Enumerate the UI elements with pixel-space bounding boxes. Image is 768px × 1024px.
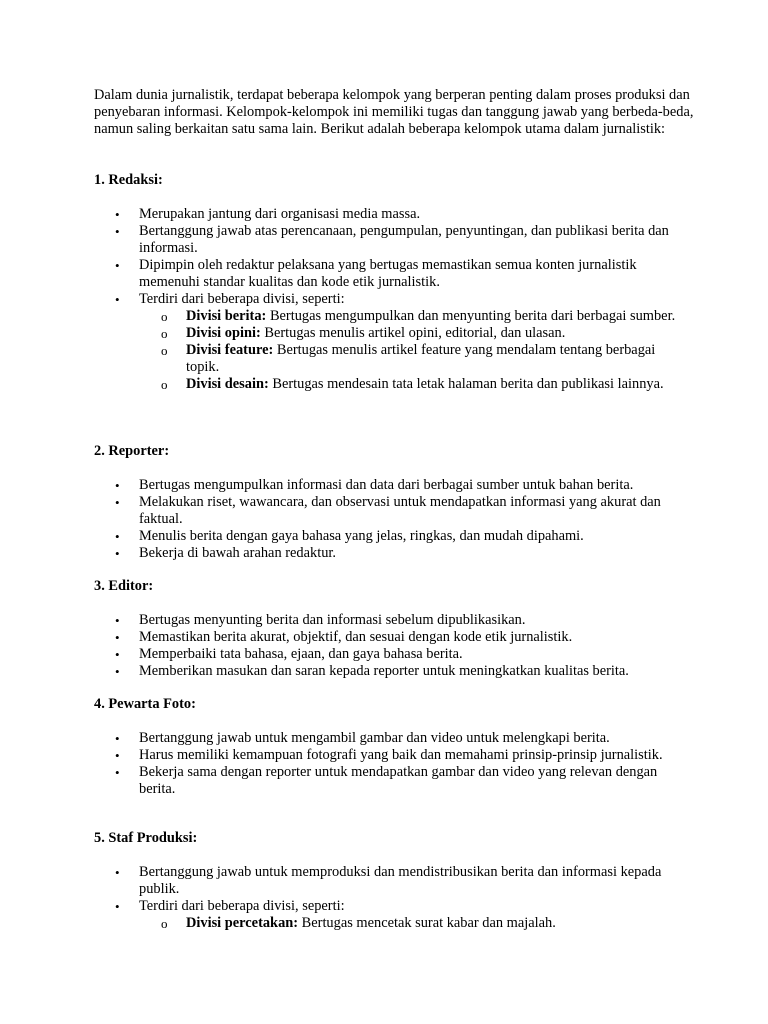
section-heading-editor: 3. Editor: — [94, 578, 154, 594]
list-item: • Bertanggung jawab untuk memproduksi dan mendistribusikan berita dan informasi kepada publik. — [139, 864, 679, 898]
redaksi-list — [139, 206, 679, 393]
list-item: • Bekerja sama dengan reporter untuk mendapatkan gambar dan video yang relevan dengan berita. — [139, 764, 669, 798]
list-item: • Dipimpin oleh redaktur pelaksana yang bertugas memastikan semua konten jurnalistik memenuhi standar kualitas dan kode etik jurnalistik. — [139, 257, 679, 291]
sub-list-item — [186, 376, 679, 393]
list-item: • Bertugas mengumpulkan informasi dan data dari berbagai sumber untuk bahan berita. — [139, 477, 699, 494]
reporter-list — [139, 477, 699, 562]
pewarta-foto-list — [139, 730, 669, 798]
sub-item-text: Bertugas menulis artikel feature yang mendalam tentang berbagai topik. — [186, 342, 656, 375]
list-item: • Menulis berita dengan gaya bahasa yang jelas, ringkas, dan mudah dipahami. — [139, 528, 699, 545]
section-heading-staf-produksi: 5. Staf Produksi: — [94, 830, 198, 846]
list-item: • Bertanggung jawab untuk mengambil gambar dan video untuk melengkapi berita. — [139, 730, 669, 747]
section-heading-reporter: 2. Reporter: — [94, 443, 170, 459]
sub-item-text: Bertugas mengumpulkan dan menyunting berita dari berbagai sumber. — [266, 308, 676, 324]
sub-item-term: Divisi opini: — [186, 325, 261, 341]
sub-item-term: Divisi desain: — [186, 376, 269, 392]
list-item — [139, 291, 679, 393]
list-item: • Memberikan masukan dan saran kepada reporter untuk meningkatkan kualitas berita. — [139, 663, 699, 680]
sub-item-term: Divisi berita: — [186, 308, 267, 324]
sub-list-item — [186, 342, 679, 376]
sub-list-item — [186, 308, 679, 325]
list-item-text: Terdiri dari beberapa divisi, seperti: — [139, 898, 345, 914]
list-item: • Melakukan riset, wawancara, dan observasi untuk mendapatkan informasi yang akurat dan faktual. — [139, 494, 699, 528]
staf-produksi-divisions-list — [186, 915, 679, 932]
editor-list — [139, 612, 699, 680]
list-item: • Memastikan berita akurat, objektif, dan sesuai dengan kode etik jurnalistik. — [139, 629, 699, 646]
section-heading-pewarta-foto: 4. Pewarta Foto: — [94, 696, 196, 712]
list-item-text: Terdiri dari beberapa divisi, seperti: — [139, 291, 345, 307]
list-item — [139, 898, 679, 932]
section-heading-redaksi: 1. Redaksi: — [94, 172, 163, 188]
list-item: • Merupakan jantung dari organisasi media massa. — [139, 206, 679, 223]
sub-list-item — [186, 325, 679, 342]
sub-item-text: Bertugas mencetak surat kabar dan majalah. — [298, 915, 556, 931]
sub-list-item — [186, 915, 679, 932]
list-item: • Bertugas menyunting berita dan informasi sebelum dipublikasikan. — [139, 612, 699, 629]
sub-item-text: Bertugas mendesain tata letak halaman berita dan publikasi lainnya. — [268, 376, 664, 392]
list-item: • Bekerja di bawah arahan redaktur. — [139, 545, 699, 562]
sub-item-term: Divisi percetakan: — [186, 915, 299, 931]
list-item: • Bertanggung jawab atas perencanaan, pengumpulan, penyuntingan, dan publikasi berita dan informasi. — [139, 223, 679, 257]
redaksi-divisions-list — [186, 308, 679, 393]
sub-item-text: Bertugas menulis artikel opini, editorial, dan ulasan. — [260, 325, 566, 341]
intro-paragraph: Dalam dunia jurnalistik, terdapat beberapa kelompok yang berperan penting dalam proses produksi dan penyebaran informasi. Kelompok-kelompok ini memiliki tugas dan tanggung jawab yang berbeda-beda, namun saling berkaitan satu sama lain. Berikut adalah beberapa kelompok utama dalam jurnalistik: — [94, 87, 694, 137]
sub-item-term: Divisi feature: — [186, 342, 274, 358]
staf-produksi-list — [139, 864, 679, 932]
list-item: • Harus memiliki kemampuan fotografi yang baik dan memahami prinsip-prinsip jurnalistik. — [139, 747, 669, 764]
list-item: • Memperbaiki tata bahasa, ejaan, dan gaya bahasa berita. — [139, 646, 699, 663]
